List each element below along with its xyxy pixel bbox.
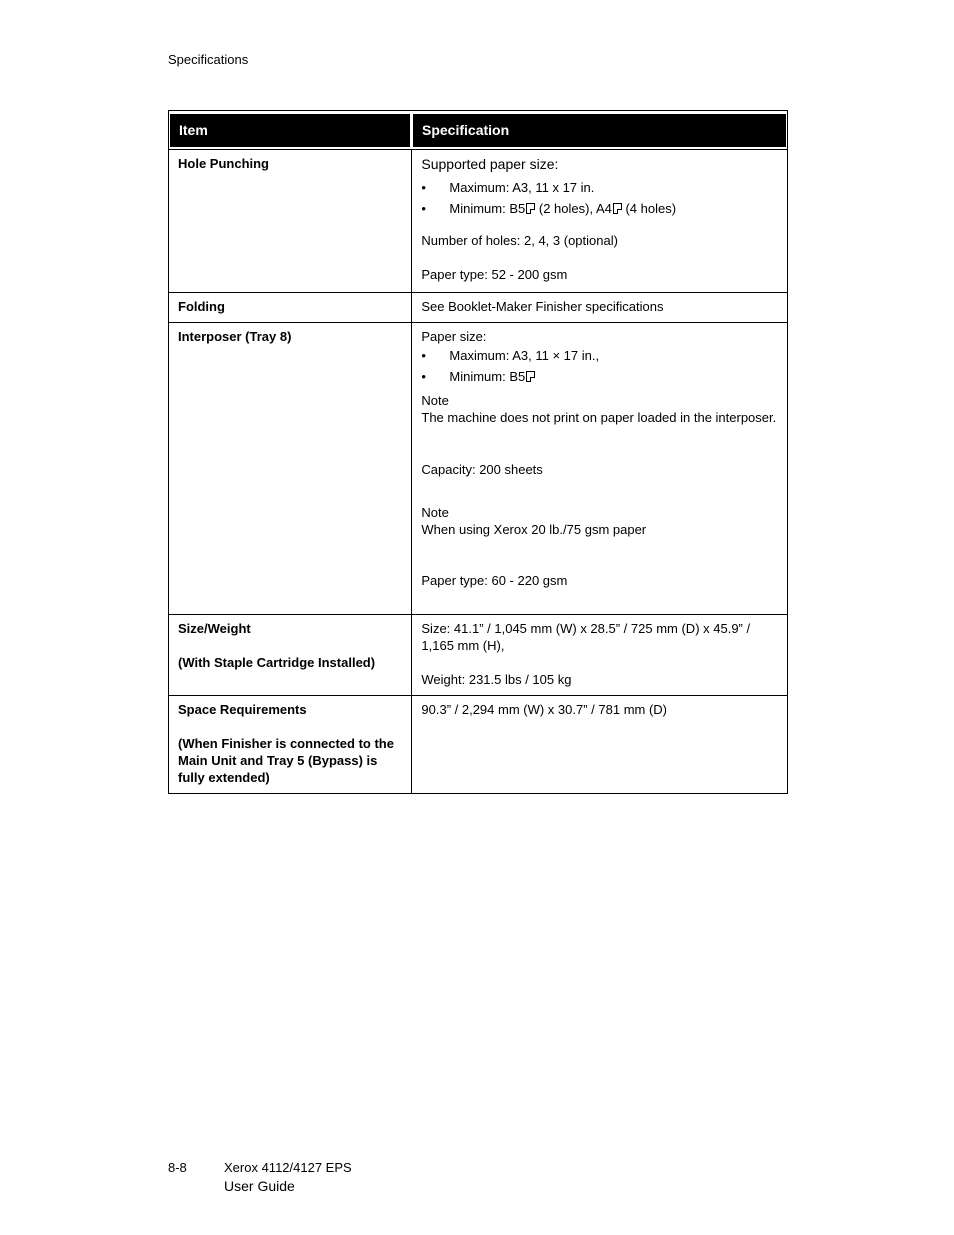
table-header-row: [169, 111, 788, 150]
item-size-weight: Size/Weight (With Staple Cartridge Installed): [169, 615, 412, 696]
spec-interposer: [412, 323, 788, 615]
table-row-hole-punching: [169, 150, 788, 293]
item-folding: Folding: [169, 293, 412, 323]
table-row-interposer: [169, 323, 788, 615]
spec-folding: See Booklet-Maker Finisher specifications: [412, 293, 788, 323]
paper-size-list: [421, 345, 779, 387]
note-text: The machine does not print on paper loaded in the interposer.: [421, 410, 777, 425]
paper-size-label: Paper size:: [421, 329, 487, 344]
item-interposer: Interposer (Tray 8): [169, 323, 412, 615]
column-header-item: Item: [170, 114, 413, 147]
spec-hole-punching: [412, 150, 788, 293]
spec-space-requirements: 90.3” / 2,294 mm (W) x 30.7” / 781 mm (D): [412, 696, 788, 794]
short-edge-feed-icon: [613, 203, 622, 214]
note-label: Note: [421, 393, 449, 408]
list-item: • Maximum: A3, 11 × 17 in.,: [421, 345, 779, 366]
table-row-folding: [169, 293, 788, 323]
table-row-size-weight: [169, 615, 788, 696]
short-edge-feed-icon: [526, 371, 535, 382]
item-hole-punching: Hole Punching: [169, 150, 412, 293]
weight: Weight: 231.5 lbs / 105 kg: [421, 672, 572, 687]
page-number: 8-8: [168, 1160, 187, 1175]
short-edge-feed-icon: [526, 203, 535, 214]
capacity: Capacity: 200 sheets: [421, 462, 543, 477]
table-row-space-requirements: [169, 696, 788, 794]
list-item: • Minimum: B5: [421, 366, 779, 387]
size: Size: 41.1” / 1,045 mm (W) x 28.5” / 725 mm (D) x 45.9” / 1,165 mm (H),: [421, 621, 751, 653]
paper-type: Paper type: 52 - 200 gsm: [421, 267, 568, 282]
specification-table: [168, 110, 788, 794]
item-space-requirements: Space Requirements (When Finisher is connected to the Main Unit and Tray 5 (Bypass) is fully extended): [169, 696, 412, 794]
column-header-specification: Specification: [413, 114, 786, 147]
list-item: • Minimum: B5 (2 holes), A4 (4 holes): [421, 198, 779, 219]
footer-product: Xerox 4112/4127 EPS: [224, 1160, 352, 1175]
supported-paper-size-label: Supported paper size:: [421, 156, 559, 172]
running-head: Specifications: [168, 52, 249, 67]
list-item: • Maximum: A3, 11 x 17 in.: [421, 177, 779, 198]
paper-size-list: [421, 177, 779, 219]
paper-type: Paper type: 60 - 220 gsm: [421, 573, 568, 588]
footer-guide: User Guide: [224, 1178, 295, 1194]
note-label: Note: [421, 505, 449, 520]
spec-size-weight: [412, 615, 788, 696]
note-text: When using Xerox 20 lb./75 gsm paper: [421, 522, 647, 537]
number-of-holes: Number of holes: 2, 4, 3 (optional): [421, 233, 618, 248]
